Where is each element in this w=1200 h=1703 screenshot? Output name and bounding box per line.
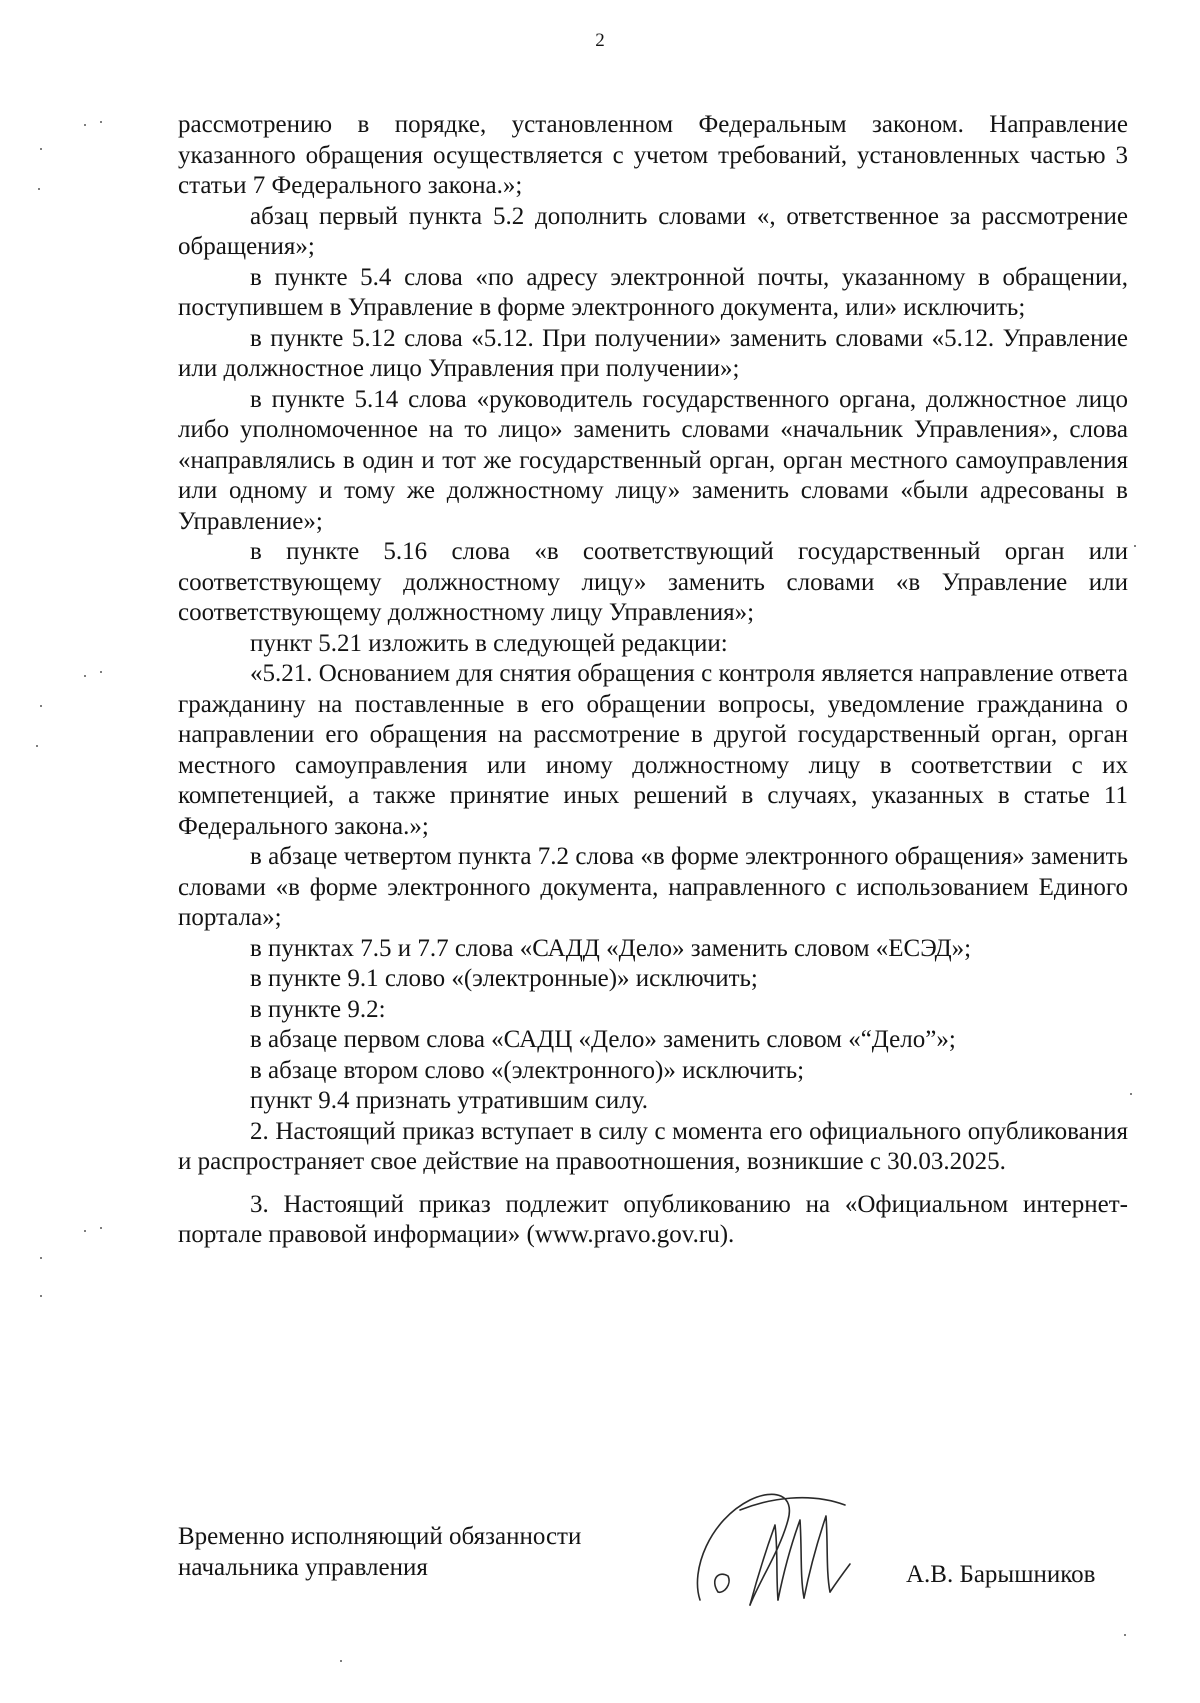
scan-speck: [40, 1295, 42, 1297]
paragraph: рассмотрению в порядке, установленном Федеральным законом. Направление указанного обращения осуществляется с учетом требований, установленных частью 3 статьи 7 Федерального закона.»;: [178, 111, 1128, 199]
scan-speck: [100, 121, 102, 123]
paragraph: в абзаце первом слова «САДЦ «Дело» заменить словом «“Дело”»;: [250, 1026, 956, 1053]
scan-speck: [340, 1660, 342, 1662]
paragraph: в пункте 5.12 слова «5.12. При получении» заменить словами «5.12. Управление или должностное лицо Управления при получении»;: [178, 324, 1128, 382]
signatory-title-line1: Временно исполняющий обязанности: [178, 1523, 582, 1550]
scan-speck: [1130, 1093, 1132, 1095]
scan-speck: [84, 675, 86, 677]
scan-speck: [1134, 545, 1136, 547]
paragraph: в пункте 9.2:: [250, 995, 386, 1023]
scan-speck: [84, 1230, 86, 1232]
signatory-title-line2: начальника управления: [178, 1553, 428, 1581]
paragraph: в абзаце четвертом пункта 7.2 слова «в форме электронного обращения» заменить словами «в форме электронного документа, направленного с использованием Единого портала»;: [178, 843, 1128, 931]
signatory-name: А.В. Барышников: [906, 1561, 1096, 1588]
paragraph: «5.21. Основанием для снятия обращения с контроля является направление ответа гражданину на поставленные в его обращении вопросы, уведомление гражданина о направлении его обращения на рассмотрение в другой государственный орган, орган местного самоуправления или иному должностному лицу в соответствии с их компетенцией, а также принятие иных решений в случаях, указанных в статье 11 Федерального закона.»;: [178, 660, 1128, 840]
paragraph: в пункте 5.4 слова «по адресу электронной почты, указанному в обращении, поступившем в Управление в форме электронного документа, или» исключить;: [178, 263, 1128, 321]
scan-speck: [40, 148, 42, 150]
page-number: 2: [595, 30, 605, 51]
scan-speck: [40, 705, 42, 707]
scan-speck: [1124, 1634, 1126, 1636]
document-body: [178, 110, 1128, 1251]
paragraph: абзац первый пункта 5.2 дополнить словами «, ответственное за рассмотрение обращения»;: [178, 202, 1128, 260]
paragraph: в пункте 9.1 слово «(электронные)» исключить;: [250, 965, 758, 992]
scan-speck: [38, 188, 40, 190]
paragraph: в пункте 5.16 слова «в соответствующий государственный орган или соответствующему должностному лицу» заменить словами «в Управление или соответствующему должностному лицу Управления»;: [178, 538, 1128, 626]
handwritten-signature: [680, 1480, 870, 1620]
paragraph: 3. Настоящий приказ подлежит опубликованию на «Официальном интернет-портале правовой информации» (www.pravo.gov.ru).: [178, 1190, 1128, 1248]
paragraph: в абзаце втором слово «(электронного)» исключить;: [250, 1056, 805, 1084]
scan-speck: [84, 124, 86, 126]
scan-speck: [100, 1227, 102, 1229]
scan-speck: [40, 1257, 42, 1259]
signatory-title: [178, 1522, 581, 1583]
paragraph: в пункте 5.14 слова «руководитель государственного органа, должностное лицо либо уполномоченное на то лицо» заменить словами «начальник Управления», слова «направлялись в один и тот же государственный орган, орган местного самоуправления или одному и тому же должностному лицу» заменить словами «были адресованы в Управление»;: [178, 385, 1128, 535]
paragraph: 2. Настоящий приказ вступает в силу с момента его официального опубликования и распространяет свое действие на правоотношения, возникшие с 30.03.2025.: [178, 1117, 1128, 1175]
scan-speck: [36, 745, 38, 747]
paragraph: пункт 5.21 изложить в следующей редакции:: [250, 629, 728, 657]
scan-speck: [100, 671, 102, 673]
paragraph: пункт 9.4 признать утратившим силу.: [250, 1087, 648, 1114]
paragraph: в пунктах 7.5 и 7.7 слова «САДД «Дело» заменить словом «ЕСЭД»;: [250, 934, 972, 962]
